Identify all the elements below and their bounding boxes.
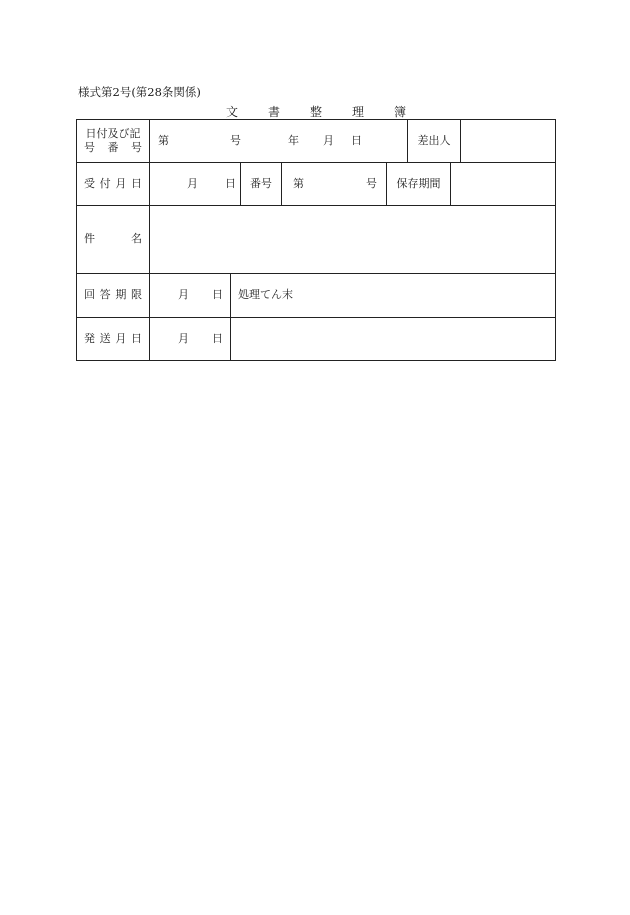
month-label: 月 [323, 133, 334, 147]
retention-period-label: 保存期間 [396, 176, 441, 190]
document-register-table [76, 119, 556, 361]
month-label: 月 [178, 331, 189, 345]
header-char: 名 [131, 232, 142, 246]
header-char: 発 [84, 331, 95, 345]
header-line: 日付及び記 [85, 126, 141, 140]
go-label: 号 [366, 176, 377, 190]
received-date-field[interactable] [150, 163, 240, 205]
receipt-number-field[interactable] [282, 163, 386, 205]
day-label: 日 [225, 176, 236, 190]
header-char: 日 [130, 331, 142, 345]
go-label: 号 [230, 133, 241, 147]
dispatch-date-field[interactable] [150, 318, 230, 360]
reply-deadline-field[interactable] [150, 274, 230, 317]
header-char: 答 [99, 288, 111, 302]
processing-outcome-label: 処理てん末 [238, 288, 293, 302]
header-char: 付 [99, 176, 111, 190]
retention-period-field[interactable] [451, 163, 555, 205]
header-char: 号 [84, 141, 95, 154]
header-char: 件 [84, 232, 95, 246]
subject-field[interactable] [150, 206, 555, 273]
dispatch-date-header [77, 318, 149, 360]
sender-field[interactable] [461, 120, 555, 162]
dai-label: 第 [158, 133, 169, 147]
title-char: 理 [351, 105, 364, 119]
header-char: 番 [107, 141, 119, 154]
dai-label: 第 [293, 176, 304, 190]
title-char: 簿 [393, 105, 406, 119]
received-date-header [77, 163, 149, 205]
month-label: 月 [187, 176, 198, 190]
header-char: 月 [115, 176, 127, 190]
processing-outcome-field[interactable] [231, 274, 555, 317]
header-char: 号 [131, 141, 142, 154]
document-title [226, 103, 406, 120]
year-label: 年 [288, 133, 299, 147]
date-and-number-field[interactable] [150, 120, 407, 162]
title-char: 書 [267, 105, 280, 119]
dispatch-notes-field[interactable] [231, 318, 555, 360]
day-label: 日 [351, 133, 362, 147]
day-label: 日 [212, 331, 223, 345]
sender-label: 差出人 [417, 133, 451, 147]
header-char: 送 [99, 331, 111, 345]
header-char: 月 [115, 331, 127, 345]
form-number-label: 様式第2号(第28条関係) [78, 85, 201, 99]
reply-deadline-header [77, 274, 149, 317]
title-char: 文 [226, 105, 239, 119]
header-char: 限 [130, 288, 142, 302]
day-label: 日 [212, 288, 223, 302]
header-char: 日 [130, 176, 142, 190]
number-label: 番号 [250, 176, 272, 190]
table-border-right [555, 119, 556, 361]
header-line [84, 141, 142, 155]
header-char: 期 [115, 288, 127, 302]
table-border-bottom [76, 360, 556, 361]
header-char: 受 [84, 176, 95, 190]
date-and-number-header [77, 120, 149, 162]
subject-header [77, 206, 149, 273]
title-char: 整 [309, 105, 322, 119]
month-label: 月 [178, 288, 189, 302]
header-char: 回 [84, 288, 95, 302]
